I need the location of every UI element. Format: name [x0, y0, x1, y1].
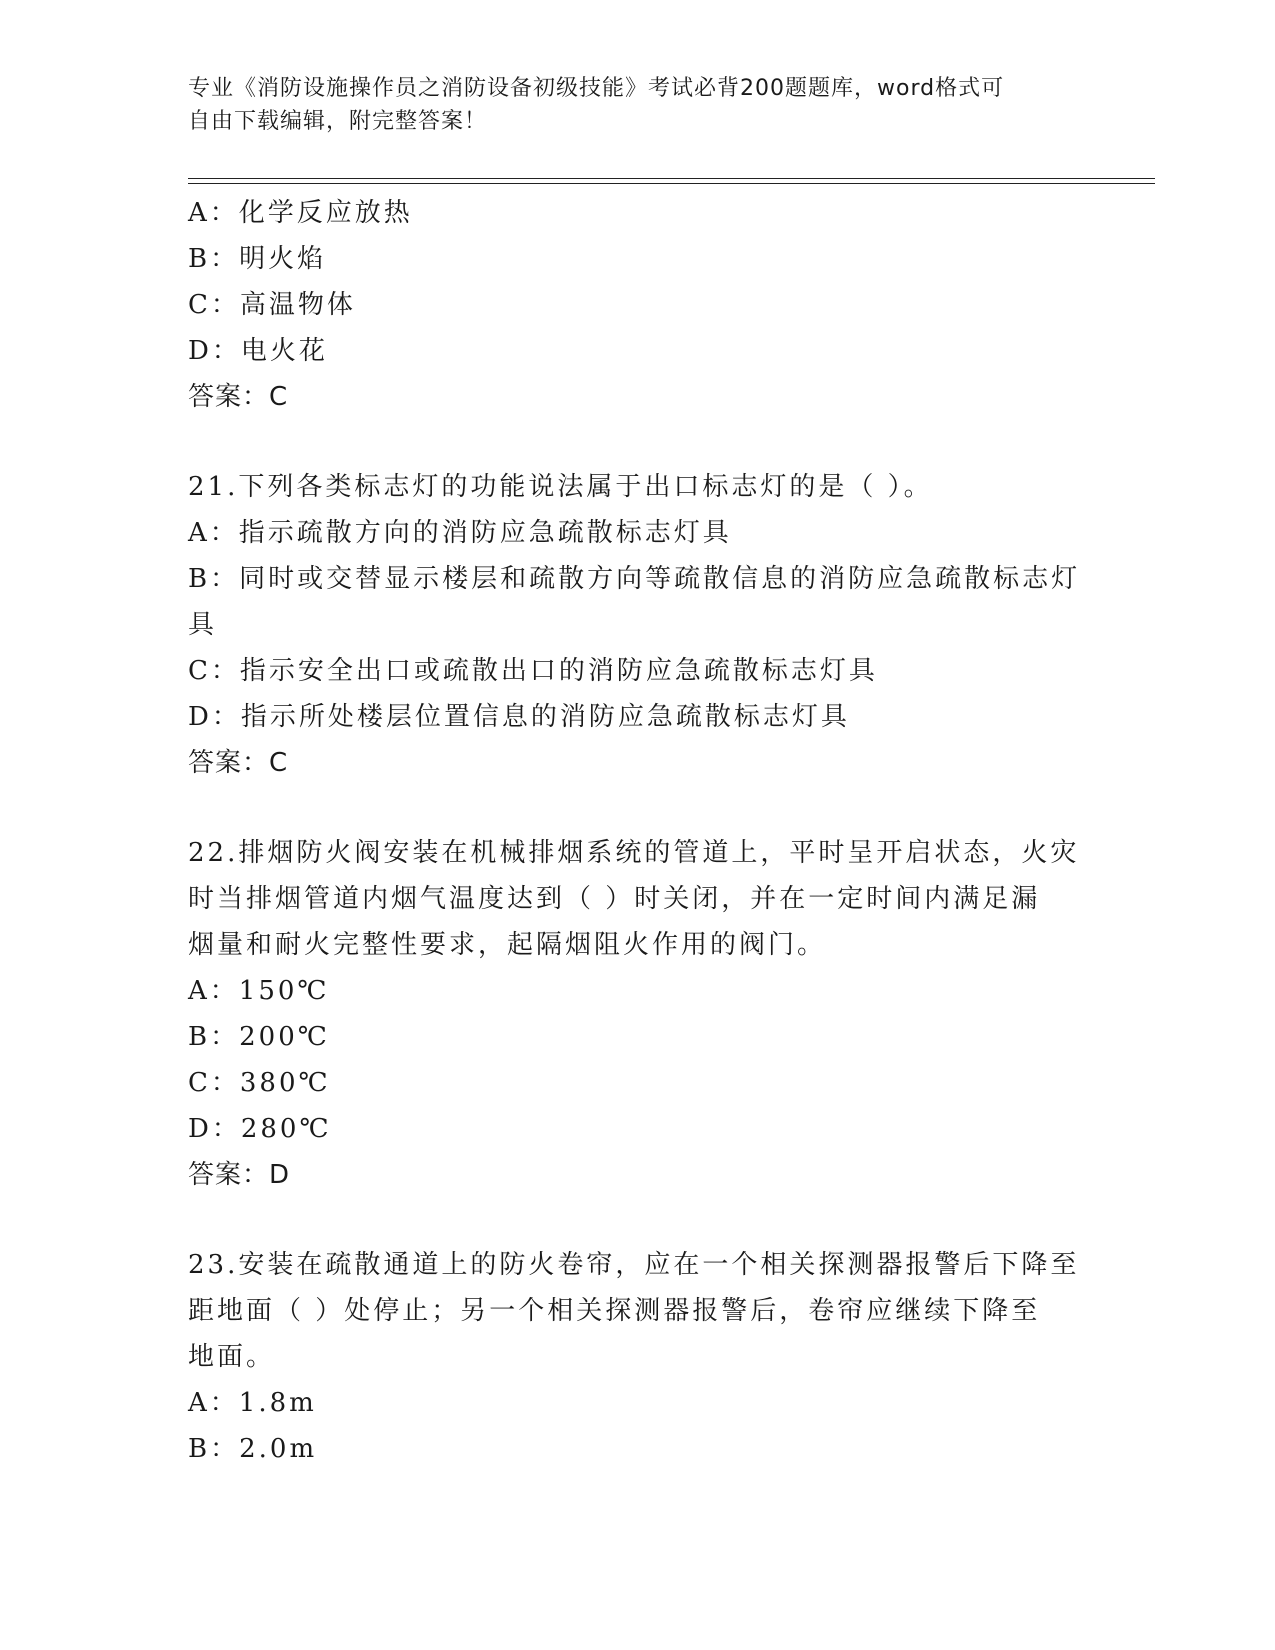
option-a: A：化学反应放热: [188, 198, 413, 228]
option-d: D：指示所处楼层位置信息的消防应急疏散标志灯具: [188, 702, 850, 732]
question-stem-line-2: 时当排烟管道内烟气温度达到（ ）时关闭，并在一定时间内满足漏: [188, 884, 1041, 914]
answer: 答案：C: [188, 382, 289, 412]
option-c: C：高温物体: [188, 290, 356, 320]
option-b: B：明火焰: [188, 244, 327, 274]
question-stem-line-1: 22.排烟防火阀安装在机械排烟系统的管道上，平时呈开启状态，火灾: [188, 838, 1080, 868]
question-stem: 21.下列各类标志灯的功能说法属于出口标志灯的是（ ）。: [188, 472, 933, 502]
header-divider-top: [188, 178, 1155, 179]
question-gap: [188, 420, 1088, 464]
header-divider-bottom: [188, 183, 1155, 184]
option-a: A：1.8m: [188, 1388, 317, 1418]
question-20: [188, 190, 1088, 420]
option-b: B：200℃: [188, 1022, 330, 1052]
question-stem-line-1: 23.安装在疏散通道上的防火卷帘，应在一个相关探测器报警后下降至: [188, 1250, 1080, 1280]
option-d: D：280℃: [188, 1114, 332, 1144]
header-line-2: 自由下载编辑，附完整答案！: [188, 109, 488, 134]
question-21: [188, 464, 1088, 786]
question-stem-line-3: 地面。: [188, 1342, 276, 1372]
option-d: D：电火花: [188, 336, 328, 366]
question-gap: [188, 786, 1088, 830]
option-c: C：指示安全出口或疏散出口的消防应急疏散标志灯具: [188, 656, 878, 686]
option-b: B：2.0m: [188, 1434, 318, 1464]
question-gap: [188, 1198, 1088, 1242]
option-a: A：指示疏散方向的消防应急疏散标志灯具: [188, 518, 732, 548]
question-stem-line-2: 距地面（ ）处停止；另一个相关探测器报警后，卷帘应继续下降至: [188, 1296, 1041, 1326]
option-b-continued: 具: [188, 610, 218, 640]
answer: 答案：D: [188, 1160, 291, 1190]
option-a: A：150℃: [188, 976, 330, 1006]
question-list: [188, 190, 1088, 1472]
question-23: [188, 1242, 1088, 1472]
answer: 答案：C: [188, 748, 289, 778]
question-22: [188, 830, 1088, 1198]
header-line-1: 专业《消防设施操作员之消防设备初级技能》考试必背200题题库，word格式可: [188, 76, 1005, 101]
option-b: B：同时或交替显示楼层和疏散方向等疏散信息的消防应急疏散标志灯: [188, 564, 1081, 594]
option-c: C：380℃: [188, 1068, 331, 1098]
document-header: [188, 72, 1088, 138]
question-stem-line-3: 烟量和耐火完整性要求，起隔烟阻火作用的阀门。: [188, 930, 827, 960]
